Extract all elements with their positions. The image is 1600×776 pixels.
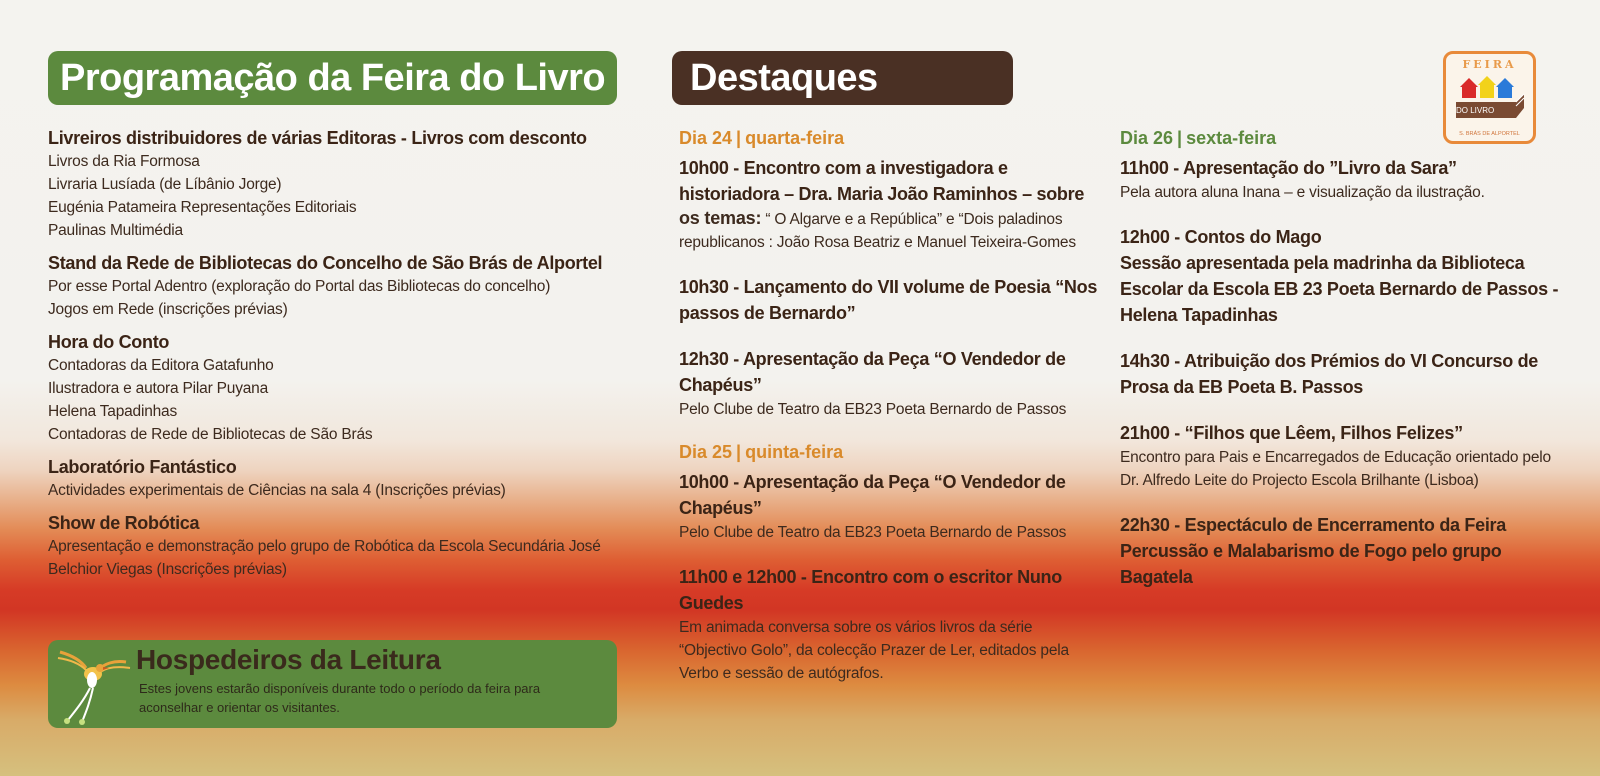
event-item — [1120, 348, 1560, 400]
day-separator: | — [736, 442, 742, 462]
event-item — [679, 155, 1099, 254]
destaques-col-right — [1120, 127, 1560, 610]
section-line: Jogos em Rede (inscrições prévias) — [48, 301, 288, 318]
destaques-header: Destaques — [672, 51, 1013, 105]
event-desc: Em animada conversa sobre os vários livros da série “Objectivo Golo”, da colecção Prazer de Ler, editados pela Verbo e sessão de autógrafos. — [679, 619, 1069, 682]
section-laboratorio — [48, 456, 628, 502]
hospedeiros-title: Hospedeiros da Leitura — [136, 644, 441, 675]
section-title: Hora do Conto — [48, 332, 170, 352]
event-item — [1120, 155, 1560, 204]
section-stand — [48, 252, 628, 321]
section-line: Paulinas Multimédia — [48, 222, 183, 239]
section-line: Belchior Viegas (Inscrições prévias) — [48, 561, 287, 578]
event-desc — [679, 207, 1099, 254]
section-title: Laboratório Fantástico — [48, 457, 237, 477]
section-livreiros — [48, 127, 628, 242]
hospedeiros-box — [48, 640, 617, 728]
bird-icon — [56, 644, 134, 726]
event-title: 14h30 - Atribuição dos Prémios do VI Concurso de Prosa da EB Poeta B. Passos — [1120, 351, 1539, 397]
hospedeiros-text: Estes jovens estarão disponíveis durante todo o período da feira para aconselhar e orientar os visitantes. — [139, 681, 541, 715]
weekday-label: sexta-feira — [1186, 128, 1277, 148]
logo-location: S. BRÁS DE ALPORTEL — [1459, 131, 1520, 137]
day-heading-25 — [679, 441, 1099, 463]
day-label: Dia 25 — [679, 442, 733, 462]
event-item — [679, 469, 1099, 544]
section-line: Por esse Portal Adentro (exploração do Portal das Bibliotecas do concelho) — [48, 278, 551, 295]
day-label: Dia 24 — [679, 128, 733, 148]
event-item — [679, 274, 1099, 326]
event-desc: Sessão apresentada pela madrinha da Biblioteca Escolar da Escola EB 23 Poeta Bernardo de Passos - Helena Tapadinhas — [1120, 253, 1559, 325]
event-title: 11h00 - Apresentação do ”Livro da Sara” — [1120, 158, 1457, 178]
event-item — [679, 564, 1099, 685]
event-title: 21h00 - “Filhos que Lêem, Filhos Felizes” — [1120, 423, 1463, 443]
programacao-header: Programação da Feira do Livro — [48, 51, 617, 105]
section-title: Show de Robótica — [48, 513, 200, 533]
logo-title: FEIRA — [1462, 58, 1517, 71]
day-separator: | — [1177, 128, 1183, 148]
event-title: 10h30 - Lançamento do VII volume de Poesia “Nos passos de Bernardo” — [679, 277, 1098, 323]
event-item — [679, 346, 1099, 421]
event-title: 10h00 - Apresentação da Peça “O Vendedor de Chapéus” — [679, 472, 1066, 518]
event-title: 10h00 - Encontro com a investigadora e historiadora – Dra. Maria João Raminhos – sobre — [679, 158, 1085, 204]
day-heading-24 — [679, 127, 1099, 149]
programacao-list — [48, 127, 628, 591]
feira-do-livro-logo — [1443, 51, 1536, 144]
section-line: Ilustradora e autora Pilar Puyana — [48, 380, 269, 397]
event-desc: Percussão e Malabarismo de Fogo pelo grupo Bagatela — [1120, 541, 1502, 587]
section-title: Livreiros distribuidores de várias Editoras - Livros com desconto — [48, 128, 587, 148]
section-line: Livraria Lusíada (de Líbânio Jorge) — [48, 176, 282, 193]
event-item — [1120, 420, 1560, 492]
event-title: 22h30 - Espectáculo de Encerramento da Feira — [1120, 515, 1506, 535]
event-desc-text: “ O Algarve e a República” e “Dois paladinos republicanos : João Rosa Beatriz e Manuel Teixeira-Gomes — [679, 211, 1076, 251]
event-desc: Pelo Clube de Teatro da EB23 Poeta Bernardo de Passos — [679, 401, 1067, 418]
event-title: 12h00 - Contos do Mago — [1120, 227, 1322, 247]
section-title: Stand da Rede de Bibliotecas do Concelho de São Brás de Alportel — [48, 253, 603, 273]
logo-subtitle: DO LIVRO — [1456, 106, 1495, 115]
day-separator: | — [736, 128, 742, 148]
destaques-col-middle — [679, 127, 1099, 705]
section-line: Contadoras de Rede de Bibliotecas de São Brás — [48, 426, 373, 443]
event-desc: Pela autora aluna Inana – e visualização da ilustração. — [1120, 184, 1485, 201]
section-line: Actividades experimentais de Ciências na sala 4 (Inscrições prévias) — [48, 482, 506, 499]
event-title: 11h00 e 12h00 - Encontro com o escritor Nuno Guedes — [679, 567, 1062, 613]
weekday-label: quarta-feira — [745, 128, 845, 148]
event-item — [1120, 512, 1560, 590]
event-title: 12h30 - Apresentação da Peça “O Vendedor de Chapéus” — [679, 349, 1066, 395]
event-lead: os temas: — [679, 208, 762, 228]
section-hora-do-conto — [48, 331, 628, 446]
section-line: Apresentação e demonstração pelo grupo de Robótica da Escola Secundária José — [48, 538, 601, 555]
logo-houses-icon — [1454, 72, 1526, 124]
section-line: Eugénia Patameira Representações Editoriais — [48, 199, 357, 216]
day-label: Dia 26 — [1120, 128, 1174, 148]
event-item — [1120, 224, 1560, 328]
section-line: Helena Tapadinhas — [48, 403, 178, 420]
section-robotica — [48, 512, 628, 581]
section-line: Livros da Ria Formosa — [48, 153, 200, 170]
event-desc: Encontro para Pais e Encarregados de Educação orientado pelo Dr. Alfredo Leite do Projecto Escola Brilhante (Lisboa) — [1120, 449, 1551, 489]
section-line: Contadoras da Editora Gatafunho — [48, 357, 274, 374]
event-desc: Pelo Clube de Teatro da EB23 Poeta Bernardo de Passos — [679, 524, 1067, 541]
weekday-label: quinta-feira — [745, 442, 844, 462]
